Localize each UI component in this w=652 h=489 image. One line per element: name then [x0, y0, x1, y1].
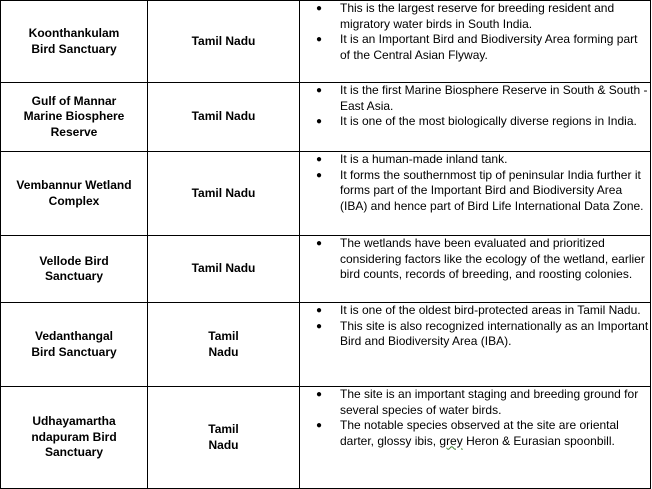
description-text: The site is an important staging and breeding ground for several species of water birds.	[340, 387, 639, 417]
list-item	[300, 319, 650, 350]
list-item	[300, 168, 650, 215]
state-name: Tamil Nadu	[191, 261, 256, 276]
state-cell	[148, 303, 300, 387]
table-row	[1, 303, 651, 387]
state-cell	[148, 152, 300, 236]
site-name: Gulf of Mannar Marine Biosphere Reserve	[23, 93, 125, 139]
description-text: This site is also recognized internationally as an Important Bird and Biodiversity Area (IBA).	[340, 318, 649, 348]
site-name-cell	[1, 1, 148, 83]
bullet-icon: ●	[316, 420, 323, 431]
list-item	[300, 387, 650, 418]
description-cell	[300, 83, 651, 152]
state-cell	[148, 236, 300, 303]
state-cell	[148, 1, 300, 83]
description-list	[300, 83, 650, 130]
table-row	[1, 236, 651, 303]
description-list	[300, 303, 650, 350]
bullet-icon: ●	[316, 34, 323, 45]
description-list	[300, 152, 650, 214]
state-name: Tamil Nadu	[208, 422, 239, 452]
site-name-cell	[1, 236, 148, 303]
description-text: It is a human-made inland tank.	[340, 152, 508, 166]
description-text: It is one of the oldest bird-protected areas in Tamil Nadu.	[340, 303, 641, 317]
bullet-icon: ●	[316, 116, 323, 127]
state-name: Tamil Nadu	[208, 329, 239, 359]
list-item	[300, 303, 650, 319]
bullet-icon: ●	[316, 169, 323, 181]
bullet-icon: ●	[316, 305, 323, 316]
state-cell	[148, 387, 300, 489]
description-cell	[300, 152, 651, 236]
table-row	[1, 1, 651, 83]
description-text: It is the first Marine Biosphere Reserve in South & South -East Asia.	[340, 83, 648, 113]
state-name: Tamil Nadu	[191, 33, 256, 48]
description-list	[300, 1, 650, 63]
site-name-cell	[1, 303, 148, 387]
description-text: The wetlands have been evaluated and prioritized considering factors like the ecology of the wetland, earlier bird counts, records of breeding, and roosting colonies.	[340, 236, 645, 281]
description-text-tail: Heron & Eurasian spoonbill.	[462, 433, 615, 448]
site-name: Vellode Bird Sanctuary	[39, 253, 109, 283]
bullet-icon: ●	[316, 3, 323, 14]
description-text: It forms the southernmost tip of peninsular India further it forms part of the Important Bird and Biodiversity Area (IBA) and hence part of Bird Life International Data Zone.	[340, 167, 644, 213]
site-name-cell	[1, 83, 148, 152]
site-name-cell	[1, 152, 148, 236]
bullet-icon: ●	[316, 389, 323, 400]
table-row	[1, 83, 651, 152]
state-cell	[148, 83, 300, 152]
list-item	[300, 236, 650, 283]
spellcheck-word: grey	[439, 433, 463, 448]
description-cell	[300, 387, 651, 489]
state-name: Tamil Nadu	[191, 185, 256, 200]
site-name-cell	[1, 387, 148, 489]
list-item	[300, 32, 650, 63]
bullet-icon: ●	[316, 238, 323, 249]
state-name: Tamil Nadu	[191, 109, 256, 124]
description-cell	[300, 236, 651, 303]
description-cell	[300, 1, 651, 83]
list-item	[300, 418, 650, 449]
site-name: Koonthankulam Bird Sanctuary	[28, 26, 120, 56]
description-list	[300, 387, 650, 449]
list-item	[300, 152, 650, 168]
description-text: The notable species observed at the site are oriental darter, glossy ibis,	[340, 418, 619, 448]
list-item	[300, 1, 650, 32]
bullet-icon: ●	[316, 85, 323, 96]
bullet-icon: ●	[316, 320, 323, 332]
bullet-icon: ●	[316, 154, 323, 165]
list-item	[300, 83, 650, 114]
list-item	[300, 114, 650, 130]
site-name: Vedanthangal Bird Sanctuary	[31, 329, 117, 359]
description-text: It is one of the most biologically diverse regions in India.	[340, 114, 637, 128]
table-row	[1, 387, 651, 489]
description-cell	[300, 303, 651, 387]
site-name: Vembannur Wetland Complex	[16, 178, 132, 208]
description-text: This is the largest reserve for breeding resident and migratory water birds in South India.	[340, 1, 615, 31]
description-text: It is an Important Bird and Biodiversity Area forming part of the Central Asian Flyway.	[340, 32, 638, 62]
site-name: Udhayamartha ndapuram Bird Sanctuary	[31, 414, 117, 460]
description-list	[300, 236, 650, 283]
table-row	[1, 152, 651, 236]
